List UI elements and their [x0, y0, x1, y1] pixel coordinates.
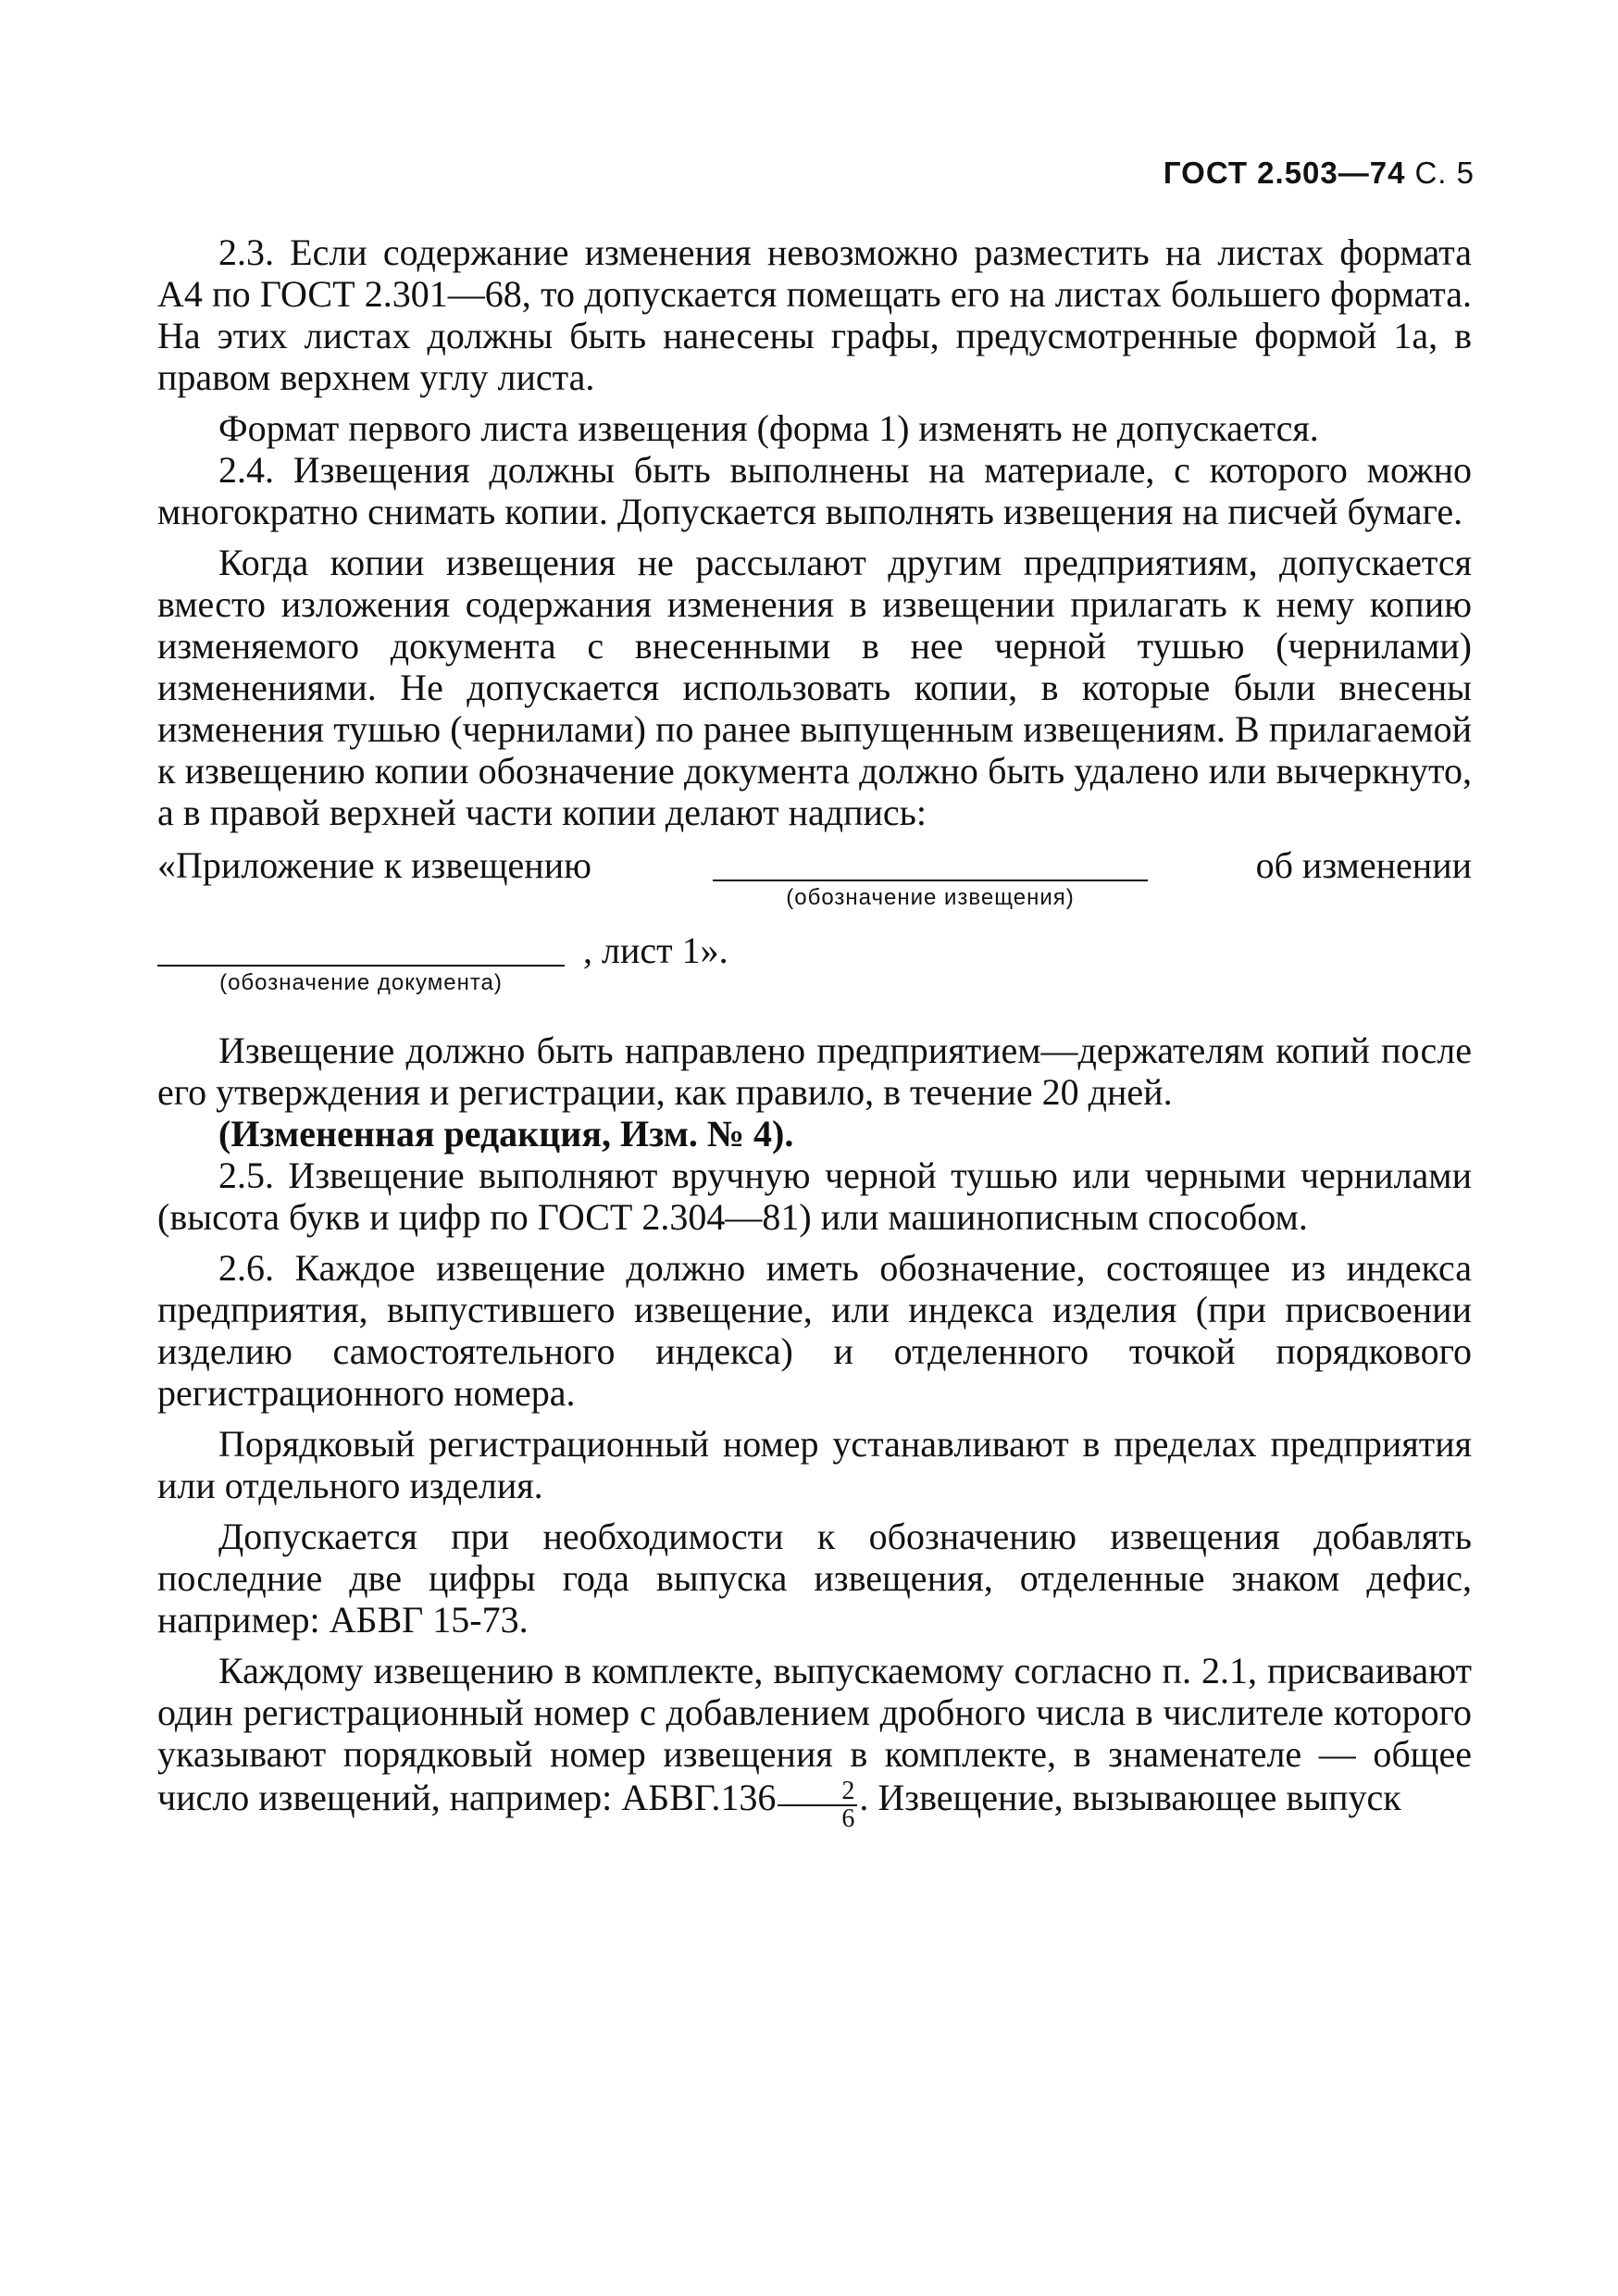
set-numbering-text: Каждому извещению в комплекте, выпускаемому согласно п. 2.1, присваивают один регистрационный номер с добавлением дробного числа в числителе которого указывают порядковый номер извещения в комплекте, в знаменателе — общее число извещений, например: АБВГ.136	[157, 1650, 1472, 1819]
notice-designation-caption: (обозначение извещения)	[786, 885, 1075, 910]
page-number: С. 5	[1414, 156, 1475, 190]
paragraph-2-4: 2.4. Извещения должны быть выполнены на материале, с которого можно многократно снимать копии. Допускается выполнять извещения на писчей бумаге.	[157, 449, 1472, 532]
inscription-end: , лист 1».	[583, 930, 728, 971]
fraction-numerator: 2	[778, 1778, 857, 1806]
document-designation-caption: (обозначение документа)	[219, 970, 503, 995]
paragraph-sending: Извещение должно быть направлено предприятием—держателям копий после его утверждения и регистрации, как правило, в течение 20 дней.	[157, 1029, 1472, 1113]
page-header	[1164, 156, 1475, 191]
standard-number: ГОСТ 2.503—74	[1163, 156, 1406, 190]
fraction-denominator: 6	[841, 1804, 855, 1833]
fraction-example	[778, 1778, 857, 1832]
amendment-note: (Измененная редакция, Изм. № 4).	[218, 1113, 794, 1154]
inscription-start: «Приложение к извещению	[157, 844, 591, 886]
inscription-about-change: об изменении	[1255, 844, 1472, 886]
paragraph-registration-number: Порядковый регистрационный номер устанавливают в пределах предприятия или отдельного изделия.	[157, 1423, 1472, 1506]
paragraph-2-6: 2.6. Каждое извещение должно иметь обозначение, состоящее из индекса предприятия, выпустившего извещение, или индекса изделия (при присвоении изделию самостоятельного индекса) и отделенного точкой порядкового регистрационного номера.	[157, 1247, 1472, 1414]
paragraph-set-numbering	[157, 1650, 1472, 1833]
paragraph-2-3: 2.3. Если содержание изменения невозможно разместить на листах формата А4 по ГОСТ 2.301—68, то допускается помещать его на листах большего формата. На этих листах должны быть нанесены графы, предусмотренные формой 1а, в правом верхнем углу листа.	[157, 231, 1472, 398]
inscription-template	[157, 844, 1472, 1020]
body-text	[157, 231, 1472, 1833]
document-designation-blank	[157, 965, 565, 967]
set-numbering-tail: . Извещение, вызывающее выпуск	[859, 1777, 1401, 1819]
paragraph-year-suffix: Допускается при необходимости к обозначению извещения добавлять последние две цифры года выпуска извещения, отделенные знаком дефис, например: АБВГ 15-73.	[157, 1516, 1472, 1641]
paragraph-format-first-sheet: Формат первого листа извещения (форма 1) изменять не допускается.	[218, 407, 1319, 449]
paragraph-2-5: 2.5. Извещение выполняют вручную черной тушью или черными чернилами (высота букв и цифр по ГОСТ 2.304—81) или машинописным способом.	[157, 1154, 1472, 1238]
paragraph-copies: Когда копии извещения не рассылают другим предприятиям, допускается вместо изложения содержания изменения в извещении прилагать к нему копию изменяемого документа с внесенными в нее черной тушью (чернилами) изменениями. Не допускается использовать копии, в которые были внесены изменения тушью (чернилами) по ранее выпущенным извещениям. В прилагаемой к извещению копии обозначение документа должно быть удалено или вычеркнуто, а в правой верхней части копии делают надпись:	[157, 542, 1472, 833]
notice-designation-blank	[713, 880, 1148, 881]
